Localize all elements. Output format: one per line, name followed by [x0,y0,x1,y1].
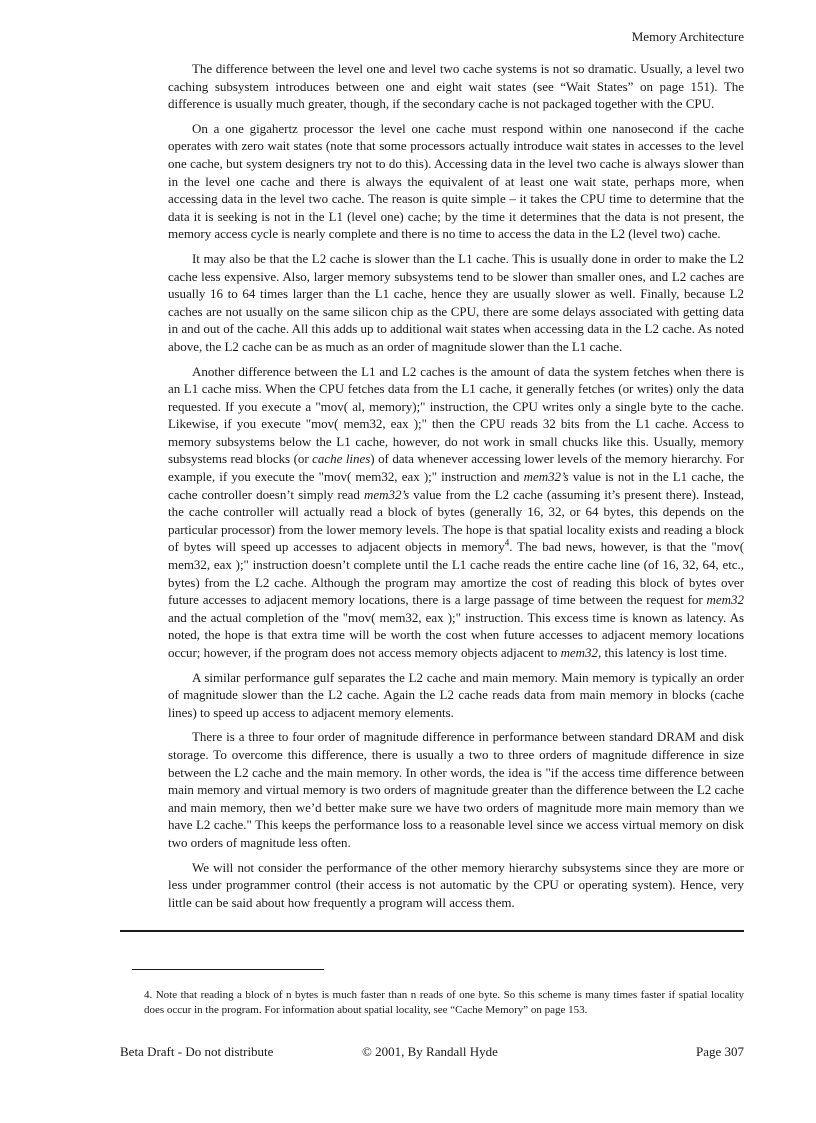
paragraph-gigahertz-processor: On a one gigahertz processor the level one cache must respond within one nanosecond if the cache operates with zero wait states (note that some processors actually introduce wait states in accesses to the level one cache, but system designers try not to do this). Accessing data in the level two cache is always slower than in the level one cache and there is always the equivalent of at least one wait state, perhaps more, when accessing data in the level two cache. The reason is quite simple – it takes the CPU time to determine that the data it is seeking is not in the L1 (level one) cache; by the time it determines that the data is not present, the memory access cycle is nearly complete and there is no time to access the data in the L2 (level two) cache. [168,120,744,242]
main-body-text [168,60,744,918]
text-run: value is not in the L1 cache, the cache controller doesn’t simply read [168,469,744,502]
footer-copyright: © 2001, By Randall Hyde [362,1044,498,1059]
section-divider-rule [120,930,744,932]
footnote-separator-rule [132,969,324,970]
term-mem32s: mem32’s [363,486,410,502]
text-run: ) of data whenever accessing lower levels of the memory hierarchy. For example, if you execute the "mov( mem32, eax );" instruction and [168,451,744,485]
text-run: , this latency is lost time. [598,645,728,660]
text-run: Another difference between the L1 and L2 caches is the amount of data the system fetches when there is an L1 cache miss. When the CPU fetches data from the L1 cache, it generally fetches (or writes) only the data requested. If you execute a "mov( al, memory);" instruction, the CPU writes only a single byte to the cache. Likewise, if you execute "mov( mem32, eax );" then the CPU reads 32 bits from the L1 cache. Access to memory subsystems below the L1 cache, however, do not work in small chucks like this. Usually, memory subsystems read blocks (or [168,363,744,467]
term-mem32: mem32 [706,592,744,608]
footnote-4: 4. Note that reading a block of n bytes is much faster than n reads of one byte. So this scheme is many times faster if spatial locality does occur in the program. For information about spatial locality, see “Cache Memory” on page 153. [144,989,744,1016]
paragraph-cache-levels-difference: The difference between the level one and level two cache systems is not so dramatic. Usually, a level two caching subsystem introduces between one and eight wait states (see “Wait States” on page 151). The difference is usually much greater, though, if the secondary cache is not packaged together with the CPU. [168,61,744,112]
text-run: and the actual completion of the "mov( mem32, eax );" instruction. This excess time is known as latency. As noted, the hope is that extra time will be worth the cost when future accesses to adjacent memory locations occur; however, if the program does not access memory objects adjacent to [168,609,744,660]
footer-draft-notice: Beta Draft - Do not distribute [120,1044,274,1059]
term-cache-lines: cache lines [312,451,371,467]
text-run: . The bad news, however, is that the "mov( mem32, eax );" instruction doesn’t complete until the L1 cache reads the entire cache line (of 16, 32, 64, etc., bytes) from the L2 cache. Although the program may amortize the cost of reading this block of bytes over future accesses to adjacent memory locations, there is a large passage of time between the request for [168,539,745,608]
paragraph-cache-line-fetch [168,363,744,662]
footnote-marker: 4 [504,538,510,549]
paragraph-l2-main-memory: A similar performance gulf separates the L2 cache and main memory. Main memory is typically an order of magnitude slower than the L2 cache. Again the L2 cache reads data from main memory in blocks (cache lines) to speed up access to adjacent memory elements. [168,669,744,720]
text-run: value from the L2 cache (assuming it’s present there). Instead, the cache controller will actually read a block of bytes (generally 16, 32, or 64 bytes, this depends on the particular processor) from the lower memory levels. The hope is that spatial locality exists and reading a block of bytes will speed up accesses to adjacent objects in memory [168,486,744,555]
paragraph-l2-slower: It may also be that the L2 cache is slower than the L1 cache. This is usually done in order to make the L2 cache less expensive. Also, larger memory subsystems tend to be slower than smaller ones, and L2 caches are usually 16 to 64 times larger than the L1 cache, hence they are usually slower as well. Finally, because L2 caches are not usually on the same silicon chip as the CPU, there are some delays associated with getting data in and out of the cache. All this adds up to additional wait states when accessing data in the L2 cache. As noted above, the L2 cache can be as much as an order of magnitude slower than the L1 cache. [168,250,744,354]
term-mem32: mem32 [560,645,599,660]
paragraph-other-subsystems: We will not consider the performance of the other memory hierarchy subsystems since they are more or less under programmer control (their access is not automatic by the CPU or operating system). Hence, very little can be said about how frequently a program will access them. [168,859,744,910]
footer-page-number: Page 307 [695,1044,744,1059]
paragraph-dram-disk: There is a three to four order of magnitude difference in performance between standard DRAM and disk storage. To overcome this difference, there is usually a two to three orders of magnitude difference in size between the L2 cache and the main memory. In other words, the idea is "if the access time difference between main memory and virtual memory is two orders of magnitude greater than the difference between the L2 cache and main memory, then we’d better make sure we have two orders of magnitude more main memory than we have L2 cache." This keeps the performance loss to a reasonable level since we access virtual memory on disk two orders of magnitude less often. [168,729,744,850]
page-footer [120,1044,744,1060]
term-mem32s: mem32’s [523,469,569,485]
running-header-title: Memory Architecture [631,29,744,44]
